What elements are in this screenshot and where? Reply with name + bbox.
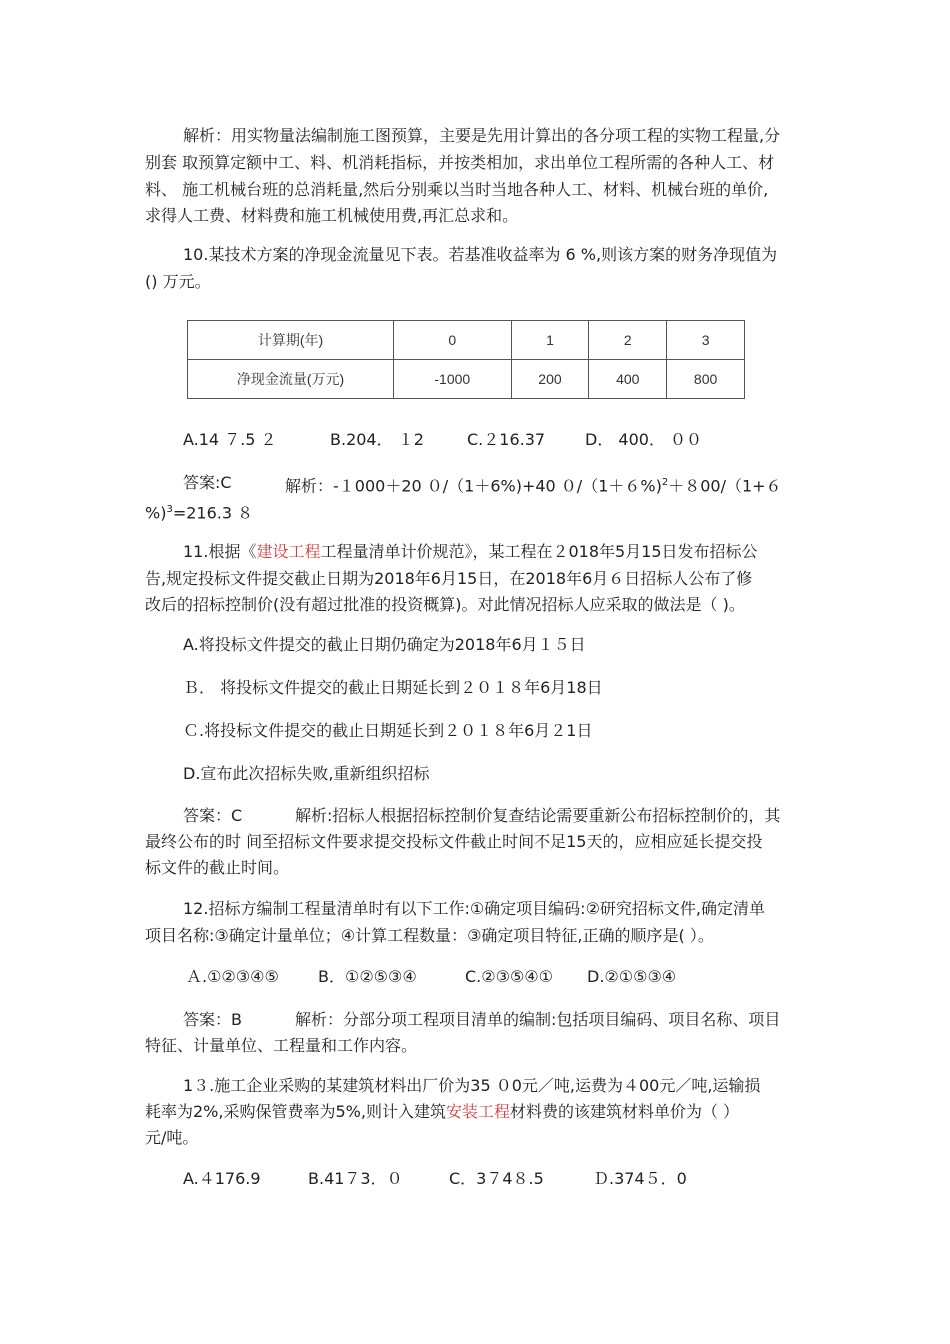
q11-stem-text: 工程量清单计价规范》，某工程在２018年5月15日发布招标公: [320, 542, 758, 561]
q11-stem-text: 11.根据《: [183, 542, 257, 561]
q13-option-c: C．3７4８.5: [449, 1169, 544, 1188]
q11-stem-highlight: 建设工程: [256, 542, 321, 561]
table-cell: 3: [667, 321, 745, 360]
q12-analysis-line-1: 解析：分部分项工程项目清单的编制:包括项目编码、项目名称、项目: [295, 1010, 781, 1029]
q11-option-c: Ｃ.将投标文件提交的截止日期延长到２０１８年6月２1日: [183, 721, 593, 740]
q12-option-d: D.②①⑤③④: [587, 967, 677, 986]
q12-analysis-line-2: 特征、计量单位、工程量和工作内容。: [145, 1036, 418, 1055]
cash-flow-table: [187, 320, 745, 399]
q11-analysis-line-3: 标文件的截止时间。: [145, 858, 290, 877]
q10-analysis-line-1: [285, 471, 782, 498]
q10-analysis-exponent: 3: [166, 504, 173, 515]
q11-analysis-line-2: 最终公布的时 间至招标文件要求提交投标文件截止时间不足15天的，应相应延长提交投: [145, 832, 763, 851]
table-cell: 200: [511, 360, 589, 399]
q13-option-a: A.４176.9: [183, 1169, 261, 1188]
q12-stem-line-2: 项目名称:③确定计量单位；④计算工程数量：③确定项目特征,正确的顺序是( ）。: [145, 926, 714, 945]
q12-option-a: Ａ.①②③④⑤: [186, 967, 279, 986]
q11-analysis-line-1: 解析:招标人根据招标控制价复查结论需要重新公布招标控制价的，其: [295, 806, 781, 825]
q13-option-b: B.41７3．０: [308, 1169, 403, 1188]
q10-stem-line-2: () 万元。: [145, 272, 211, 291]
table-cell: 400: [589, 360, 667, 399]
q10-analysis-text: %): [145, 503, 167, 523]
q13-stem-line-3: 元/吨。: [145, 1128, 199, 1147]
q10-option-a: A.14 ７.5 ２: [183, 430, 277, 449]
q10-stem-line-1: 10.某技术方案的净现金流量见下表。若基准收益率为 6 %,则该方案的财务净现值为: [183, 245, 778, 264]
table-cell: 0: [394, 321, 512, 360]
q10-analysis-line-2: [145, 498, 253, 525]
q12-answer: 答案：B: [183, 1010, 242, 1029]
table-cell: 800: [667, 360, 745, 399]
q13-option-d: Ｄ.374５．0: [593, 1169, 687, 1188]
q11-stem-line-3: 改后的招标控制价(没有超过批准的投资概算)。对此情况招标人应采取的做法是（ )。: [145, 595, 745, 614]
q13-stem-text: 耗率为2%,采购保管费率为5%,则计入建筑: [145, 1102, 446, 1121]
q11-stem-line-1: [183, 540, 758, 564]
q10-analysis-text: 解析：-１000＋20 ０/（1＋6%)+40 ０/（1＋６%): [285, 476, 662, 496]
q13-stem-line-2: [145, 1100, 739, 1124]
table-header-cell: 计算期(年): [188, 321, 394, 360]
table-cell: -1000: [394, 360, 512, 399]
q12-stem-line-1: 12.招标方编制工程量清单时有以下工作:①确定项目编码:②研究招标文件,确定清单: [183, 899, 766, 918]
q13-stem-text: 材料费的该建筑材料单价为（ ）: [509, 1102, 740, 1121]
q12-option-c: C.②③⑤④①: [465, 967, 553, 986]
q13-stem-highlight: 安装工程: [445, 1102, 510, 1121]
q12-option-b: B．①②⑤③④: [318, 967, 417, 986]
q13-stem-line-1: 1３.施工企业采购的某建筑材料出厂价为35 ０0元／吨,运费为４00元／吨,运输损: [183, 1076, 761, 1095]
q11-option-b: Ｂ． 将投标文件提交的截止日期延长到２０１８年6月18日: [183, 678, 603, 697]
table-cell: 1: [511, 321, 589, 360]
q11-answer: 答案：C: [183, 806, 243, 825]
q10-option-c: C.２16.37: [467, 430, 546, 449]
q10-option-d: D． 400． ００: [585, 430, 703, 449]
q10-analysis-exponent: 2: [661, 477, 669, 488]
q9-analysis-line-1: 解析：用实物量法编制施工图预算，主要是先用计算出的各分项工程的实物工程量,分: [183, 126, 781, 145]
q11-stem-line-2: 告,规定投标文件提交截止日期为2018年6月15日，在2018年6月６日招标人公布了修: [145, 569, 753, 588]
q10-option-b: B.204． １2: [330, 430, 424, 449]
table-row: [188, 321, 745, 360]
q10-analysis-text: =216.3 ８: [172, 503, 254, 523]
q9-analysis-line-2: 别套 取预算定额中工、料、机消耗指标，并按类相加，求出单位工程所需的各种人工、材: [145, 153, 775, 172]
table-cell: 2: [589, 321, 667, 360]
q10-answer: 答案:C: [183, 473, 232, 492]
q9-analysis-line-3: 料、 施工机械台班的总消耗量,然后分别乘以当时当地各种人工、材料、机械台班的单价,: [145, 180, 769, 199]
q9-analysis-line-4: 求得人工费、材料费和施工机械使用费,再汇总求和。: [145, 206, 519, 225]
q11-option-a: A.将投标文件提交的截止日期仍确定为2018年6月１５日: [183, 635, 586, 654]
table-header-cell: 净现金流量(万元): [188, 360, 394, 399]
q10-analysis-text: ＋８00/（1+６: [668, 476, 782, 496]
table-row: [188, 360, 745, 399]
q11-option-d: D.宣布此次招标失败,重新组织招标: [183, 764, 430, 783]
